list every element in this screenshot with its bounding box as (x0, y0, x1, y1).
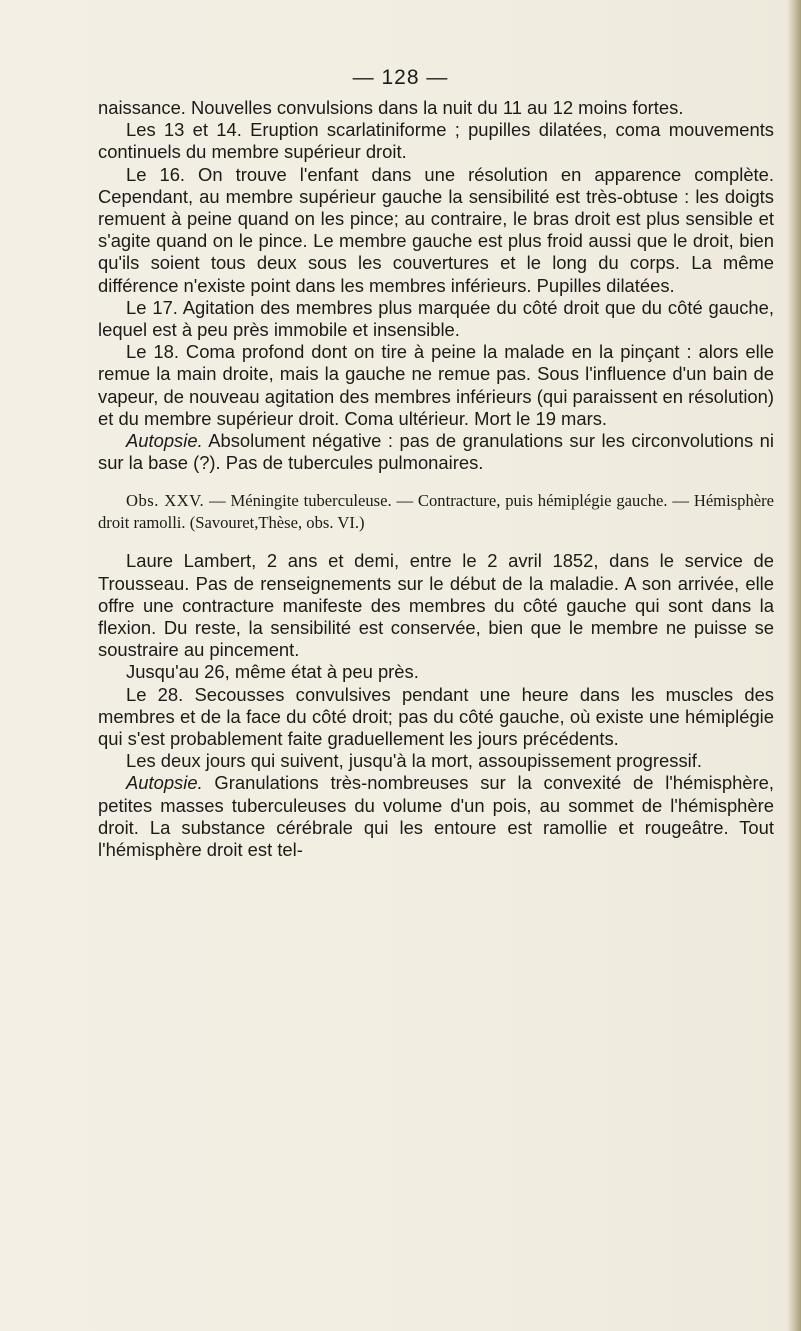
page-body-text (98, 97, 774, 861)
page-edge-shadow (787, 0, 801, 1331)
observation-heading (98, 490, 774, 534)
autopsy-lead: Autopsie. (126, 772, 203, 794)
paragraph-text: Absolument négative : pas de granulations sur les circonvolutions ni sur la base (?). Pas de tubercules pulmonaires. (98, 430, 774, 474)
paragraph-text: Laure Lambert, 2 ans et demi, entre le 2 avril 1852, dans le service de Trousseau. Pas de renseignements sur le début de la maladie. A son arrivée, elle offre une contracture manifeste des membres du côté gauche qui sont dans la flexion. Du reste, la sensibilité est conservée, bien que le membre ne puisse se soustraire au pincement. (98, 550, 774, 661)
page-number: — 128 — (352, 66, 449, 89)
paragraph-text: naissance. Nouvelles convulsions dans la nuit du 11 au 12 moins fortes. (98, 97, 684, 118)
observation-summary (98, 490, 774, 534)
paragraph-day-13-14 (98, 119, 774, 163)
paragraph-autopsy-2 (98, 772, 774, 861)
paragraph-text: Le 17. Agitation des membres plus marquée du côté droit que du côté gauche, lequel est à peu près immobile et insensible. (98, 296, 774, 341)
paragraph-day-26 (98, 661, 774, 683)
paragraph-text: Le 16. On trouve l'enfant dans une résolution en apparence complète. Cependant, au membre supérieur gauche la sensibilité est très-obtuse : les doigts remuent à peine quand on les pince; au contraire, le bras droit est plus sensible et s'agite quand on le pince. Le membre gauche est plus froid aussi que le droit, bien qu'ils soient tous deux sous les couvertures et le long du corps. La même différence n'existe point dans les membres inférieurs. Pupilles dilatées. (98, 163, 774, 296)
paragraph-text: Le 18. Coma profond dont on tire à peine la malade en la pinçant : alors elle remue la main droite, mais la gauche ne remue pas. Sous l'influence d'un bain de vapeur, de nouveau agitation des membres inférieurs (qui paraissent en résolution) et du membre supérieur droit. Coma ultérieur. Mort le 19 mars. (98, 341, 774, 429)
paragraph-continuation (98, 97, 774, 119)
paragraph-day-17 (98, 297, 774, 341)
paragraph-day-28 (98, 684, 774, 751)
autopsy-lead: Autopsie. (126, 430, 203, 452)
paragraph-day-18 (98, 341, 774, 430)
paragraph-autopsy-1 (98, 430, 774, 474)
paragraph-text: Le 28. Secousses convulsives pendant une heure dans les muscles des membres et de la face du côté droit; pas du côté gauche, où existe une hémiplégie qui s'est probablement faite graduellement les jours précédents. (98, 683, 774, 750)
observation-text: — Méningite tuberculeuse. — Contracture, puis hémiplégie gauche. — Hémisphère droit ramolli. (Savouret,Thèse, obs. VI.) (98, 491, 775, 533)
paragraph-following-days (98, 750, 774, 772)
paragraph-text: Granulations très-nombreuses sur la convexité de l'hémisphère, petites masses tuberculeuses du volume d'un pois, au sommet de l'hémisphère droit. La substance cérébrale qui les entoure est ramollie et rougeâtre. Tout l'hémisphère droit est tel- (98, 772, 774, 861)
paragraph-case-intro (98, 550, 774, 661)
paragraph-day-16 (98, 164, 774, 297)
observation-label: Obs. XXV. (126, 491, 205, 511)
paragraph-text: Les 13 et 14. Eruption scarlatiniforme ; pupilles dilatées, coma mouvements continuels du membre supérieur droit. (98, 119, 774, 163)
paragraph-text: Les deux jours qui suivent, jusqu'à la mort, assoupissement progressif. (126, 750, 702, 772)
paragraph-text: Jusqu'au 26, même état à peu près. (126, 661, 419, 683)
